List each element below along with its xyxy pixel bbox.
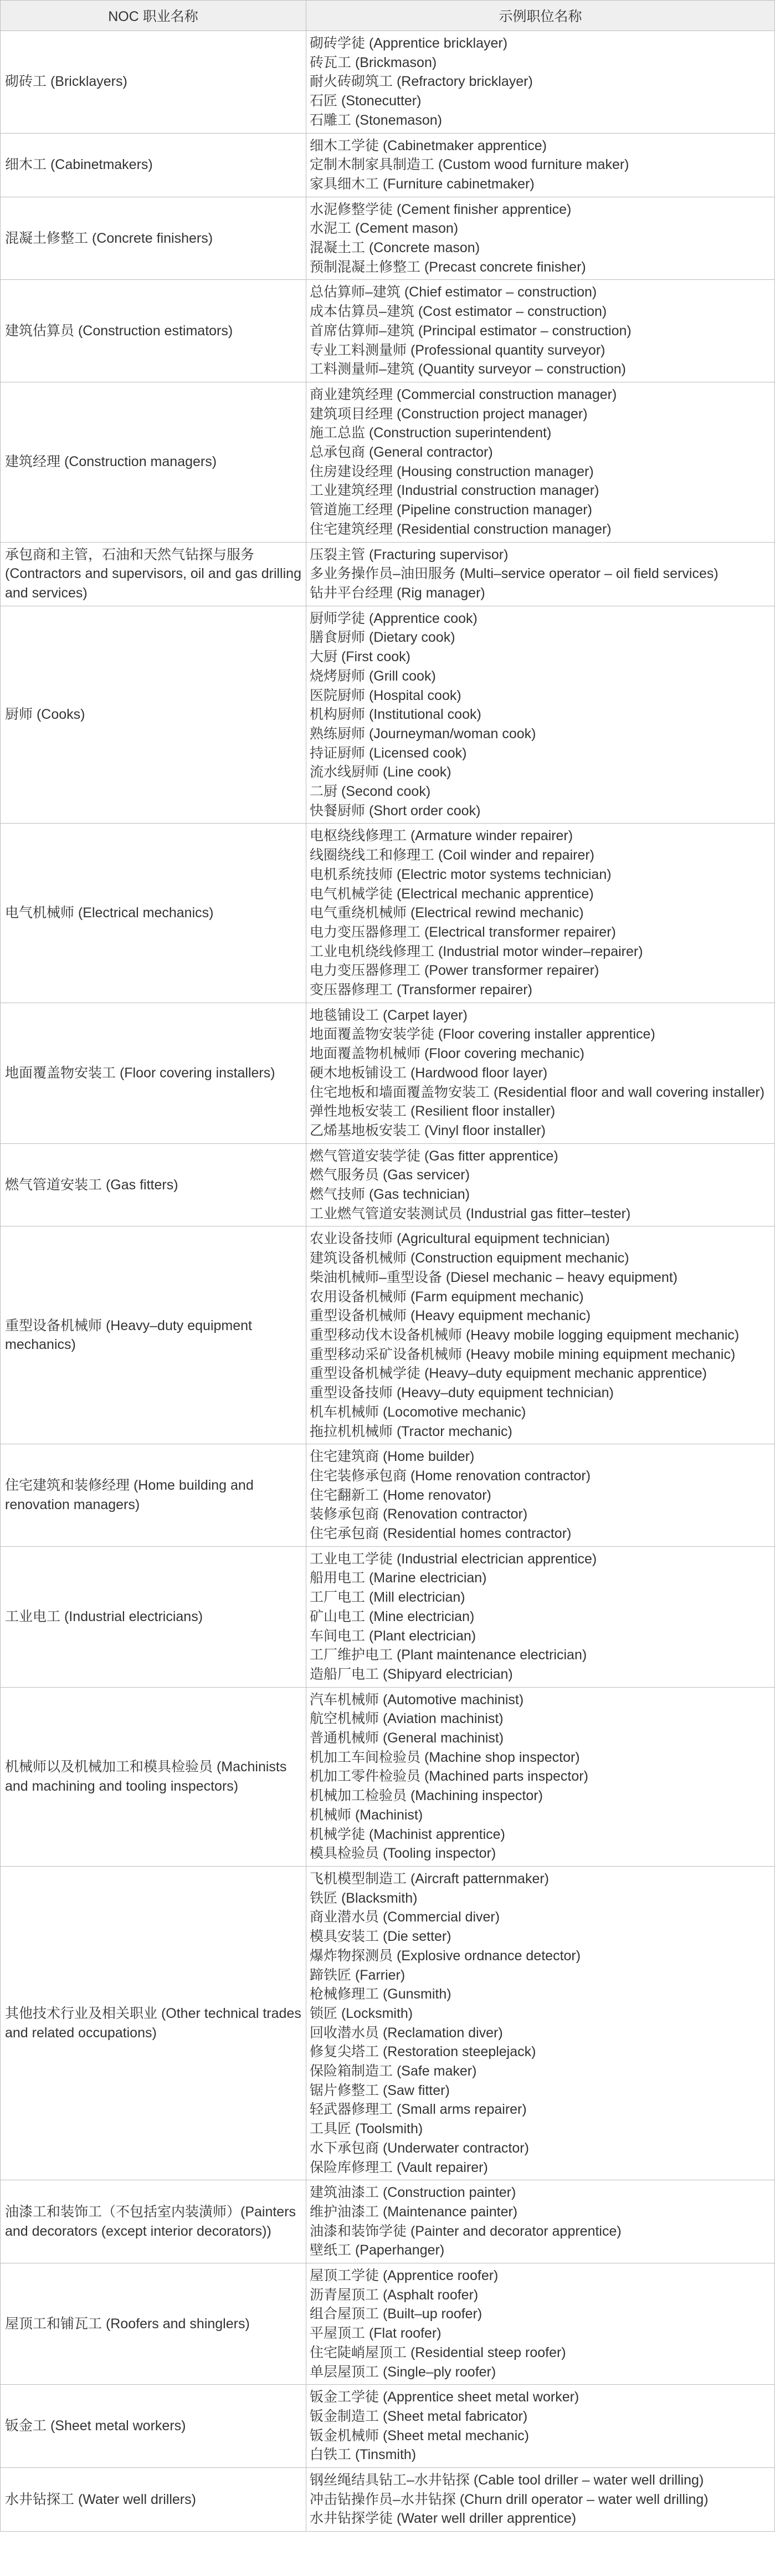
example-job-titles xyxy=(306,197,774,280)
job-title-item: 钣金机械师 (Sheet metal mechanic) xyxy=(310,2427,529,2444)
job-title-item: 商业建筑经理 (Commercial construction manager) xyxy=(310,386,617,402)
noc-occupation-name: 其他技术行业及相关职业 (Other technical trades and related occupations) xyxy=(5,2005,301,2041)
noc-occupation-cell xyxy=(1,606,306,824)
job-title-item: 水下承包商 (Underwater contractor) xyxy=(310,2140,529,2156)
job-title-item: 矿山电工 (Mine electrician) xyxy=(310,1608,475,1624)
job-title-item: 普通机械师 (General machinist) xyxy=(310,1730,504,1746)
example-job-titles xyxy=(306,134,774,197)
job-title-item: 建筑项目经理 (Construction project manager) xyxy=(310,406,588,422)
job-title-item: 工业电工学徒 (Industrial electrician apprentice) xyxy=(310,1551,597,1567)
job-title-item: 电枢绕线修理工 (Armature winder repairer) xyxy=(310,828,573,844)
job-title-item: 烧烤厨师 (Grill cook) xyxy=(310,668,436,684)
job-title-item: 二厨 (Second cook) xyxy=(310,784,431,800)
noc-occupation-cell xyxy=(1,2468,306,2531)
job-title-item: 重型设备机械师 (Heavy equipment mechanic) xyxy=(310,1308,591,1324)
job-title-item: 住宅地板和墙面覆盖物安装工 (Residential floor and wall covering installer) xyxy=(310,1084,765,1100)
job-title-item: 维护油漆工 (Maintenance painter) xyxy=(310,2204,518,2220)
job-title-item: 白铁工 (Tinsmith) xyxy=(310,2447,417,2463)
table-row xyxy=(1,1444,774,1547)
job-title-item: 壁纸工 (Paperhanger) xyxy=(310,2242,445,2258)
job-title-item: 压裂主管 (Fracturing supervisor) xyxy=(310,546,509,563)
job-title-item: 模具检验员 (Tooling inspector) xyxy=(310,1846,496,1862)
noc-occupation-cell xyxy=(1,1226,306,1444)
job-title-item: 家具细木工 (Furniture cabinetmaker) xyxy=(310,176,535,192)
table-row xyxy=(1,2263,774,2385)
noc-occupation-cell xyxy=(1,197,306,280)
job-title-item: 水井钻探学徒 (Water well driller apprentice) xyxy=(310,2511,577,2527)
job-title-item: 机加工车间检验员 (Machine shop inspector) xyxy=(310,1749,580,1765)
noc-occupation-name: 建筑经理 (Construction managers) xyxy=(5,454,217,470)
job-title-item: 建筑设备机械师 (Construction equipment mechanic) xyxy=(310,1250,629,1266)
job-title-item: 重型移动伐木设备机械师 (Heavy mobile logging equipment mechanic) xyxy=(310,1327,740,1343)
job-title-item: 工业建筑经理 (Industrial construction manager) xyxy=(310,483,599,499)
noc-occupation-cell xyxy=(1,31,306,133)
job-title-item: 乙烯基地板安装工 (Vinyl floor installer) xyxy=(310,1122,546,1138)
noc-occupation-name: 地面覆盖物安装工 (Floor covering installers) xyxy=(5,1065,275,1081)
table-row xyxy=(1,1144,774,1227)
job-title-item: 管道施工经理 (Pipeline construction manager) xyxy=(310,502,592,518)
noc-occupation-cell xyxy=(1,1867,306,2180)
job-title-item: 飞机模型制造工 (Aircraft patternmaker) xyxy=(310,1870,550,1887)
noc-occupation-cell xyxy=(1,2385,306,2467)
job-title-item: 石匠 (Stonecutter) xyxy=(310,93,422,109)
job-title-item: 农业设备技师 (Agricultural equipment technician) xyxy=(310,1231,610,1247)
job-title-item: 变压器修理工 (Transformer repairer) xyxy=(310,982,532,998)
table-row xyxy=(1,606,774,824)
job-title-item: 平屋顶工 (Flat roofer) xyxy=(310,2325,442,2342)
noc-occupation-name: 住宅建筑和装修经理 (Home building and renovation managers) xyxy=(5,1478,254,1512)
job-title-item: 总承包商 (General contractor) xyxy=(310,444,493,461)
job-title-item: 燃气管道安装学徒 (Gas fitter apprentice) xyxy=(310,1148,558,1164)
job-title-item: 爆炸物探测员 (Explosive ordnance detector) xyxy=(310,1948,581,1964)
job-title-item: 商业潜水员 (Commercial diver) xyxy=(310,1909,500,1925)
job-title-item: 电气机械学徒 (Electrical mechanic apprentice) xyxy=(310,886,594,902)
noc-occupation-name: 屋顶工和铺瓦工 (Roofers and shinglers) xyxy=(5,2316,250,2332)
noc-occupation-name: 钣金工 (Sheet metal workers) xyxy=(5,2418,186,2434)
noc-occupation-name: 机械师以及机械加工和模具检验员 (Machinists and machining and tooling inspectors) xyxy=(5,1759,287,1794)
job-title-item: 机械师 (Machinist) xyxy=(310,1807,423,1823)
job-title-item: 建筑油漆工 (Construction painter) xyxy=(310,2185,516,2201)
noc-occupation-cell xyxy=(1,1003,306,1143)
noc-occupation-name: 燃气管道安装工 (Gas fitters) xyxy=(5,1177,178,1193)
job-title-item: 住宅建筑商 (Home builder) xyxy=(310,1449,475,1465)
table-row xyxy=(1,31,774,134)
table-row xyxy=(1,1867,774,2180)
job-title-item: 电力变压器修理工 (Electrical transformer repairer) xyxy=(310,924,616,940)
job-title-item: 工具匠 (Toolsmith) xyxy=(310,2121,423,2137)
job-title-item: 钻井平台经理 (Rig manager) xyxy=(310,585,485,601)
job-title-item: 总估算师–建筑 (Chief estimator – construction) xyxy=(310,284,597,300)
table-row xyxy=(1,2468,774,2531)
job-title-item: 硬木地板铺设工 (Hardwood floor layer) xyxy=(310,1065,548,1081)
job-title-item: 地面覆盖物机械师 (Floor covering mechanic) xyxy=(310,1046,584,1062)
job-title-item: 石雕工 (Stonemason) xyxy=(310,112,442,128)
noc-occupation-cell xyxy=(1,1547,306,1687)
noc-occupation-name: 细木工 (Cabinetmakers) xyxy=(5,157,153,173)
table-row xyxy=(1,2385,774,2468)
job-title-item: 住宅陡峭屋顶工 (Residential steep roofer) xyxy=(310,2344,566,2360)
job-title-item: 住宅翻新工 (Home renovator) xyxy=(310,1487,491,1503)
table-header xyxy=(1,1,774,31)
table-row xyxy=(1,2180,774,2263)
table-row xyxy=(1,824,774,1003)
job-title-item: 定制木制家具制造工 (Custom wood furniture maker) xyxy=(310,157,629,173)
job-title-item: 成本估算员–建筑 (Cost estimator – construction) xyxy=(310,304,607,320)
example-job-titles xyxy=(306,2468,774,2531)
job-title-item: 机加工零件检验员 (Machined parts inspector) xyxy=(310,1769,588,1785)
table-row xyxy=(1,1688,774,1867)
job-title-item: 钢丝绳结具钻工–水井钻探 (Cable tool driller – water well drilling) xyxy=(310,2472,704,2488)
noc-occupation-name: 重型设备机械师 (Heavy–duty equipment mechanics) xyxy=(5,1317,252,1353)
job-title-item: 轻武器修理工 (Small arms repairer) xyxy=(310,2102,527,2118)
job-title-item: 锯片修整工 (Saw fitter) xyxy=(310,2082,450,2098)
job-title-item: 大厨 (First cook) xyxy=(310,649,410,665)
table-row xyxy=(1,280,774,382)
example-job-titles xyxy=(306,1144,774,1226)
example-job-titles xyxy=(306,1867,774,2180)
noc-occupation-cell xyxy=(1,2180,306,2263)
job-title-item: 单层屋顶工 (Single–ply roofer) xyxy=(310,2364,496,2380)
noc-occupation-name: 承包商和主管，石油和天然气钻探与服务 (Contractors and supervisors, oil and gas drilling and services) xyxy=(5,546,301,601)
job-title-item: 细木工学徒 (Cabinetmaker apprentice) xyxy=(310,137,547,154)
table-row xyxy=(1,382,774,543)
job-title-item: 首席估算师–建筑 (Principal estimator – construction) xyxy=(310,323,632,339)
noc-occupation-name: 砌砖工 (Bricklayers) xyxy=(5,74,127,90)
table-row xyxy=(1,1547,774,1688)
job-title-item: 船用电工 (Marine electrician) xyxy=(310,1570,487,1586)
job-title-item: 造船厂电工 (Shipyard electrician) xyxy=(310,1666,513,1682)
noc-occupation-cell xyxy=(1,543,306,606)
job-title-item: 医院厨师 (Hospital cook) xyxy=(310,687,461,703)
job-title-item: 砖瓦工 (Brickmason) xyxy=(310,54,437,70)
example-job-titles xyxy=(306,1003,774,1143)
noc-occupation-name: 油漆工和装饰工（不包括室内装潢师）(Painters and decorators (except interior decorators)) xyxy=(5,2204,296,2239)
job-title-item: 流水线厨师 (Line cook) xyxy=(310,764,451,780)
header-noc-occupation-name: NOC 职业名称 xyxy=(1,1,306,30)
job-title-item: 机械学徒 (Machinist apprentice) xyxy=(310,1826,505,1842)
job-title-item: 蹄铁匠 (Farrier) xyxy=(310,1967,406,1983)
noc-occupation-cell xyxy=(1,1144,306,1226)
job-title-item: 锁匠 (Locksmith) xyxy=(310,2005,413,2021)
job-title-item: 枪械修理工 (Gunsmith) xyxy=(310,1986,451,2002)
job-title-item: 重型移动采矿设备机械师 (Heavy mobile mining equipment mechanic) xyxy=(310,1346,736,1362)
example-job-titles xyxy=(306,31,774,133)
job-title-item: 钣金工学徒 (Apprentice sheet metal worker) xyxy=(310,2389,579,2405)
job-title-item: 铁匠 (Blacksmith) xyxy=(310,1890,418,1906)
table-row xyxy=(1,197,774,280)
example-job-titles xyxy=(306,2180,774,2263)
job-title-item: 工业电机绕线修理工 (Industrial motor winder–repairer) xyxy=(310,943,643,959)
job-title-item: 拖拉机机械师 (Tractor mechanic) xyxy=(310,1423,512,1439)
job-title-item: 快餐厨师 (Short order cook) xyxy=(310,803,481,819)
example-job-titles xyxy=(306,606,774,824)
job-title-item: 重型设备技师 (Heavy–duty equipment technician) xyxy=(310,1385,614,1401)
noc-occupation-cell xyxy=(1,1688,306,1866)
example-job-titles xyxy=(306,1444,774,1546)
job-title-item: 弹性地板安装工 (Resilient floor installer) xyxy=(310,1103,556,1120)
job-title-item: 修复尖塔工 (Restoration steeplejack) xyxy=(310,2044,536,2060)
job-title-item: 线圈绕线工和修理工 (Coil winder and repairer) xyxy=(310,847,595,863)
job-title-item: 砌砖学徒 (Apprentice bricklayer) xyxy=(310,35,508,51)
job-title-item: 燃气服务员 (Gas servicer) xyxy=(310,1167,470,1183)
job-title-item: 电机系统技师 (Electric motor systems technician) xyxy=(310,866,612,882)
job-title-item: 车间电工 (Plant electrician) xyxy=(310,1628,476,1644)
job-title-item: 施工总监 (Construction superintendent) xyxy=(310,425,552,441)
example-job-titles xyxy=(306,824,774,1002)
example-job-titles xyxy=(306,280,774,382)
noc-occupation-name: 厨师 (Cooks) xyxy=(5,707,85,723)
job-title-item: 住房建设经理 (Housing construction manager) xyxy=(310,463,594,479)
job-title-item: 钣金制造工 (Sheet metal fabricator) xyxy=(310,2408,528,2424)
job-title-item: 多业务操作员–油田服务 (Multi–service operator – oil field services) xyxy=(310,566,718,582)
job-title-item: 保险箱制造工 (Safe maker) xyxy=(310,2063,477,2079)
header-example-job-titles: 示例职位名称 xyxy=(499,9,582,24)
job-title-item: 电气重绕机械师 (Electrical rewind mechanic) xyxy=(310,905,584,921)
job-title-item: 机车机械师 (Locomotive mechanic) xyxy=(310,1404,526,1420)
job-title-item: 重型设备机械学徒 (Heavy–duty equipment mechanic apprentice) xyxy=(310,1366,707,1382)
example-job-titles xyxy=(306,1688,774,1866)
job-title-item: 持证厨师 (Licensed cook) xyxy=(310,745,467,761)
job-title-item: 电力变压器修理工 (Power transformer repairer) xyxy=(310,963,599,979)
example-job-titles xyxy=(306,1547,774,1687)
job-title-item: 柴油机械师–重型设备 (Diesel mechanic – heavy equipment) xyxy=(310,1269,678,1285)
job-title-item: 预制混凝土修整工 (Precast concrete finisher) xyxy=(310,259,586,275)
job-title-item: 膳食厨师 (Dietary cook) xyxy=(310,630,455,646)
job-title-item: 沥青屋顶工 (Asphalt roofer) xyxy=(310,2287,479,2303)
job-title-item: 耐火砖砌筑工 (Refractory bricklayer) xyxy=(310,74,533,90)
job-title-item: 燃气技师 (Gas technician) xyxy=(310,1187,470,1203)
job-title-item: 工业燃气管道安装测试员 (Industrial gas fitter–tester) xyxy=(310,1205,631,1221)
job-title-item: 水泥修整学徒 (Cement finisher apprentice) xyxy=(310,201,572,217)
noc-occupation-cell xyxy=(1,2263,306,2384)
job-title-item: 地毯铺设工 (Carpet layer) xyxy=(310,1007,468,1023)
job-title-item: 混凝土工 (Concrete mason) xyxy=(310,240,480,256)
noc-occupation-cell xyxy=(1,1444,306,1546)
job-title-item: 工厂电工 (Mill electrician) xyxy=(310,1589,465,1606)
job-title-item: 航空机械师 (Aviation machinist) xyxy=(310,1711,504,1727)
noc-occupation-name: 建筑估算员 (Construction estimators) xyxy=(5,323,233,339)
noc-occupation-cell xyxy=(1,134,306,197)
job-title-item: 保险库修理工 (Vault repairer) xyxy=(310,2159,488,2175)
job-title-item: 机械加工检验员 (Machining inspector) xyxy=(310,1788,543,1804)
table-row xyxy=(1,1003,774,1144)
example-job-titles xyxy=(306,1226,774,1444)
job-title-item: 冲击钻操作员–水井钻探 (Churn drill operator – water well drilling) xyxy=(310,2491,709,2507)
job-title-item: 专业工料测量师 (Professional quantity surveyor) xyxy=(310,342,605,358)
table-row xyxy=(1,543,774,606)
job-title-item: 工料测量师–建筑 (Quantity surveyor – construction) xyxy=(310,361,626,377)
job-title-item: 机构厨师 (Institutional cook) xyxy=(310,707,481,723)
job-title-item: 厨师学徒 (Apprentice cook) xyxy=(310,610,478,626)
noc-occupation-cell xyxy=(1,824,306,1002)
job-title-item: 组合屋顶工 (Built–up roofer) xyxy=(310,2306,483,2322)
job-title-item: 装修承包商 (Renovation contractor) xyxy=(310,1506,528,1522)
job-title-item: 回收潜水员 (Reclamation diver) xyxy=(310,2025,503,2041)
table-row xyxy=(1,1226,774,1444)
table-row xyxy=(1,134,774,197)
noc-occupation-name: 水井钻探工 (Water well drillers) xyxy=(5,2491,196,2507)
job-title-item: 地面覆盖物安装学徒 (Floor covering installer apprentice) xyxy=(310,1026,655,1042)
noc-occupation-name: 电气机械师 (Electrical mechanics) xyxy=(5,905,214,921)
noc-occupation-cell xyxy=(1,382,306,542)
job-title-item: 模具安装工 (Die setter) xyxy=(310,1929,451,1945)
example-job-titles xyxy=(306,2385,774,2467)
job-title-item: 工厂维护电工 (Plant maintenance electrician) xyxy=(310,1647,587,1663)
noc-occupation-name: 工业电工 (Industrial electricians) xyxy=(5,1608,203,1624)
job-title-item: 住宅装修承包商 (Home renovation contractor) xyxy=(310,1468,591,1484)
noc-occupation-name: 混凝土修整工 (Concrete finishers) xyxy=(5,230,213,246)
job-title-item: 农用设备机械师 (Farm equipment mechanic) xyxy=(310,1289,584,1305)
job-title-item: 水泥工 (Cement mason) xyxy=(310,221,459,237)
example-job-titles xyxy=(306,543,774,606)
job-title-item: 住宅建筑经理 (Residential construction manager) xyxy=(310,521,612,537)
example-job-titles xyxy=(306,382,774,542)
job-title-item: 油漆和装饰学徒 (Painter and decorator apprentice) xyxy=(310,2223,622,2239)
example-job-titles xyxy=(306,2263,774,2384)
job-title-item: 熟练厨师 (Journeyman/woman cook) xyxy=(310,725,536,742)
job-title-item: 汽车机械师 (Automotive machinist) xyxy=(310,1691,524,1708)
job-title-item: 屋顶工学徒 (Apprentice roofer) xyxy=(310,2268,499,2284)
job-title-item: 住宅承包商 (Residential homes contractor) xyxy=(310,1526,572,1542)
noc-occupation-cell xyxy=(1,280,306,382)
